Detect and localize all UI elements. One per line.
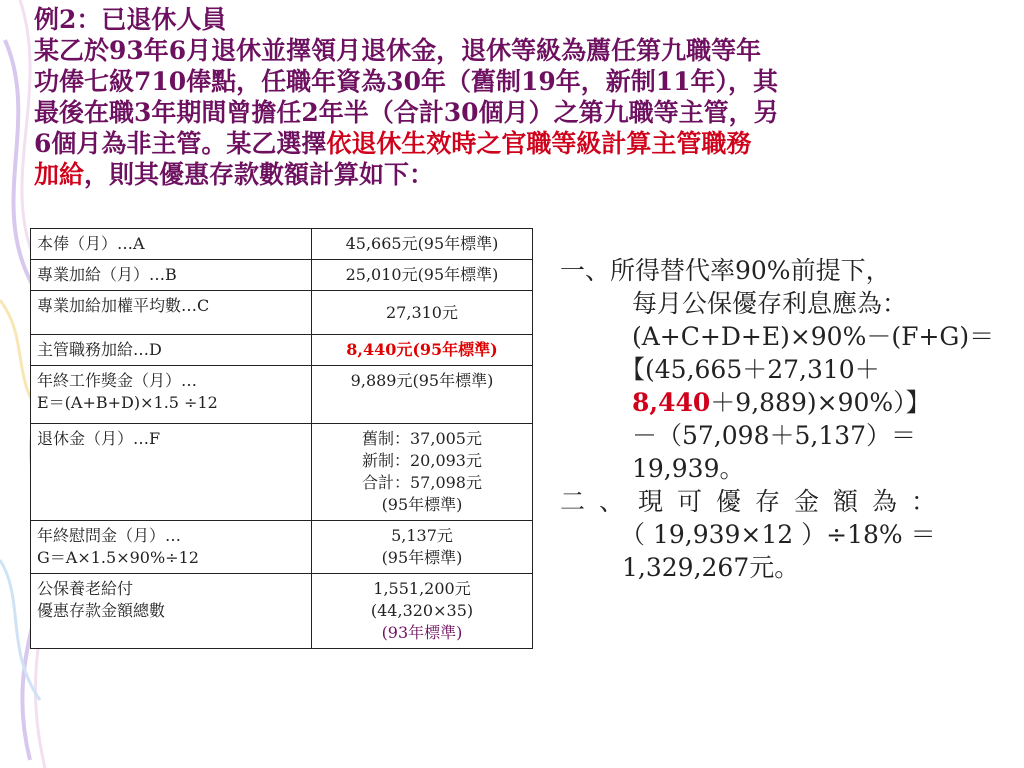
- calc-line: 19,939。: [632, 454, 745, 483]
- table-row: [31, 229, 533, 260]
- salary-table: [30, 228, 533, 649]
- value-line: 1,551,200元: [373, 579, 471, 598]
- statement-text: ，則其優惠存款數額計算如下：: [84, 160, 435, 189]
- statement-line: 最後在職3年期間曾擔任2年半（合計30個月）之第九職等主管，另: [34, 98, 779, 127]
- calc-line: (A+C+D+E)×90%－(F+G)＝: [632, 322, 995, 351]
- row-value: 45,665元(95年標準): [312, 229, 533, 260]
- calc-line: 1,329,267元。: [622, 553, 800, 582]
- calc-line: 【(45,665＋27,310＋: [620, 355, 880, 384]
- label-line: 公保養老給付: [37, 579, 134, 598]
- table-row: [31, 424, 533, 521]
- calc-line: －（57,098＋5,137）＝: [632, 421, 917, 450]
- statement-line: [34, 128, 994, 159]
- row-value: 27,310元: [312, 291, 533, 335]
- row-label: [31, 366, 312, 424]
- row-value: [312, 521, 533, 574]
- label-line: 年終慰問金（月）…: [37, 526, 182, 545]
- statement-text: 6個月為非主管。某乙選擇: [34, 129, 327, 158]
- value-line: (93年標準): [381, 623, 463, 642]
- highlighted-number: 8,440: [632, 388, 711, 417]
- row-label: 主管職務加給…D: [31, 335, 312, 366]
- calculation-text: [560, 254, 1016, 584]
- value-line: (95年標準): [381, 548, 463, 567]
- value-line: 5,137元: [391, 526, 453, 545]
- value-line: (44,320×35): [370, 601, 474, 620]
- row-label: 退休金（月）…F: [31, 424, 312, 521]
- example-title: 例2：已退休人員: [34, 5, 227, 34]
- table-row: [31, 335, 533, 366]
- label-line: E＝(A+B+D)×1.5 ÷12: [37, 393, 218, 412]
- table-row: [31, 291, 533, 335]
- table-row: [31, 521, 533, 574]
- row-label: 本俸（月）…A: [31, 229, 312, 260]
- statement-line: 某乙於93年6月退休並擇領月退休金，退休等級為薦任第九職等年: [34, 36, 762, 65]
- row-value: 25,010元(95年標準): [312, 260, 533, 291]
- calc-text: ＋9,889)×90%）】: [710, 388, 931, 417]
- problem-statement: [34, 4, 994, 190]
- row-value-highlight: 8,440元(95年標準): [312, 335, 533, 366]
- row-label: 專業加給（月）…B: [31, 260, 312, 291]
- statement-line: 功俸七級710俸點，任職年資為30年（舊制19年，新制11年），其: [34, 67, 779, 96]
- label-line: 年終工作獎金（月）…: [37, 371, 198, 390]
- row-label: 專業加給加權平均數…C: [31, 291, 312, 335]
- highlighted-text: 加給: [34, 160, 85, 189]
- label-line: G＝A×1.5×90%÷12: [37, 548, 199, 567]
- label-line: 優惠存款金額總數: [37, 601, 166, 620]
- row-label: [31, 574, 312, 649]
- statement-line: [34, 159, 994, 190]
- calc-line: （ 19,939×12 ）÷18% ＝: [620, 520, 936, 549]
- value-line: 合計：57,098元: [362, 473, 482, 492]
- table-row: [31, 260, 533, 291]
- row-value: [312, 574, 533, 649]
- row-value: [312, 424, 533, 521]
- highlighted-text: 依退休生效時之官職等級計算主管職務: [326, 129, 752, 158]
- calc-line: 二、現可優存金額為：: [560, 487, 951, 516]
- value-line: 新制：20,093元: [362, 451, 482, 470]
- calc-line: 每月公保優存利息應為：: [632, 289, 908, 318]
- calc-line: [560, 386, 1016, 419]
- calc-line: 一、所得替代率90%前提下，: [560, 256, 891, 285]
- table-row: [31, 574, 533, 649]
- value-line: (95年標準): [381, 495, 463, 514]
- row-value: 9,889元(95年標準): [312, 366, 533, 424]
- table-row: [31, 366, 533, 424]
- value-line: 舊制：37,005元: [362, 429, 482, 448]
- row-label: [31, 521, 312, 574]
